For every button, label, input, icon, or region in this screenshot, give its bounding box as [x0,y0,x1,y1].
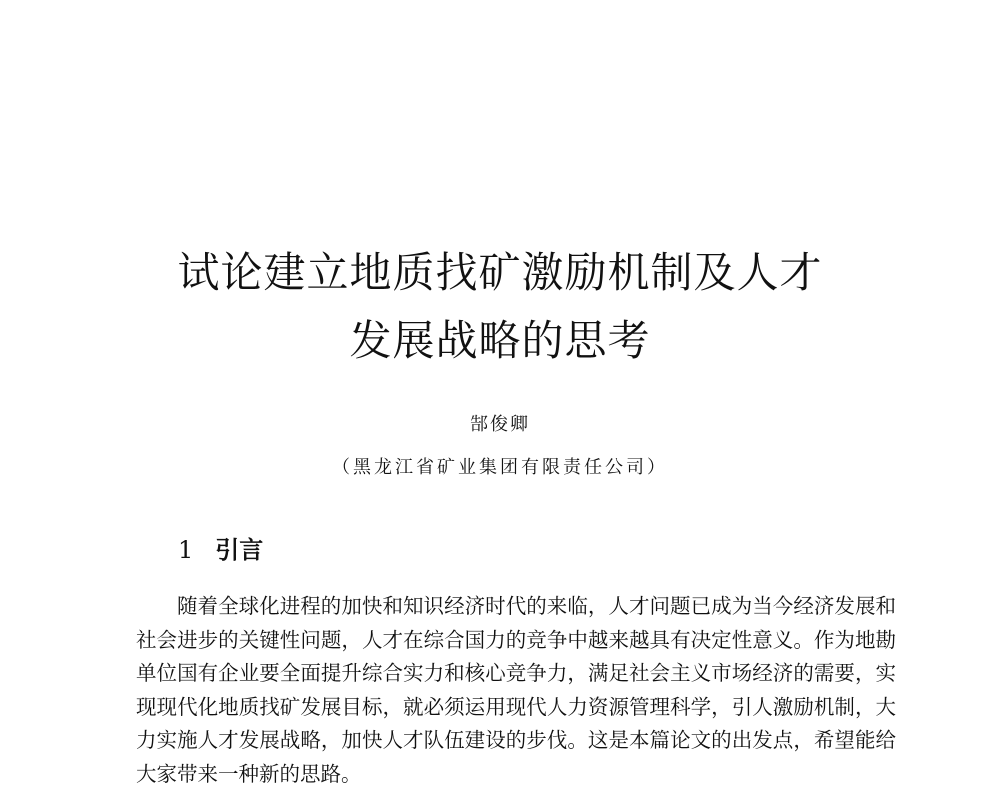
section-title: 引言 [215,536,264,564]
section-heading [178,538,263,562]
section-number: 1 [178,536,194,564]
paper-title-line-2: 发展战略的思考 [349,316,651,365]
intro-paragraph: 随着全球化进程的加快和知识经济时代的来临，人才问题已成为当今经济发展和社会进步的关键性问题，人才在综合国力的竞争中越来越具有决定性意义。作为地勘单位国有企业要全面提升综合实力和核心竞争力，满足社会主义市场经济的需要，实现现代化地质找矿发展目标，就必须运用现代人力资源管理科学，引人激励机制，大力实施人才发展战略，加快人才队伍建设的步伐。这是本篇论文的出发点，希望能给大家带来一种新的思路。 [136,594,896,786]
paper-title-line-1: 试论建立地质找矿激励机制及人才 [177,248,823,297]
author-name: 郜俊卿 [470,414,530,435]
author-affiliation: （黑龙江省矿业集团有限责任公司） [332,457,668,478]
